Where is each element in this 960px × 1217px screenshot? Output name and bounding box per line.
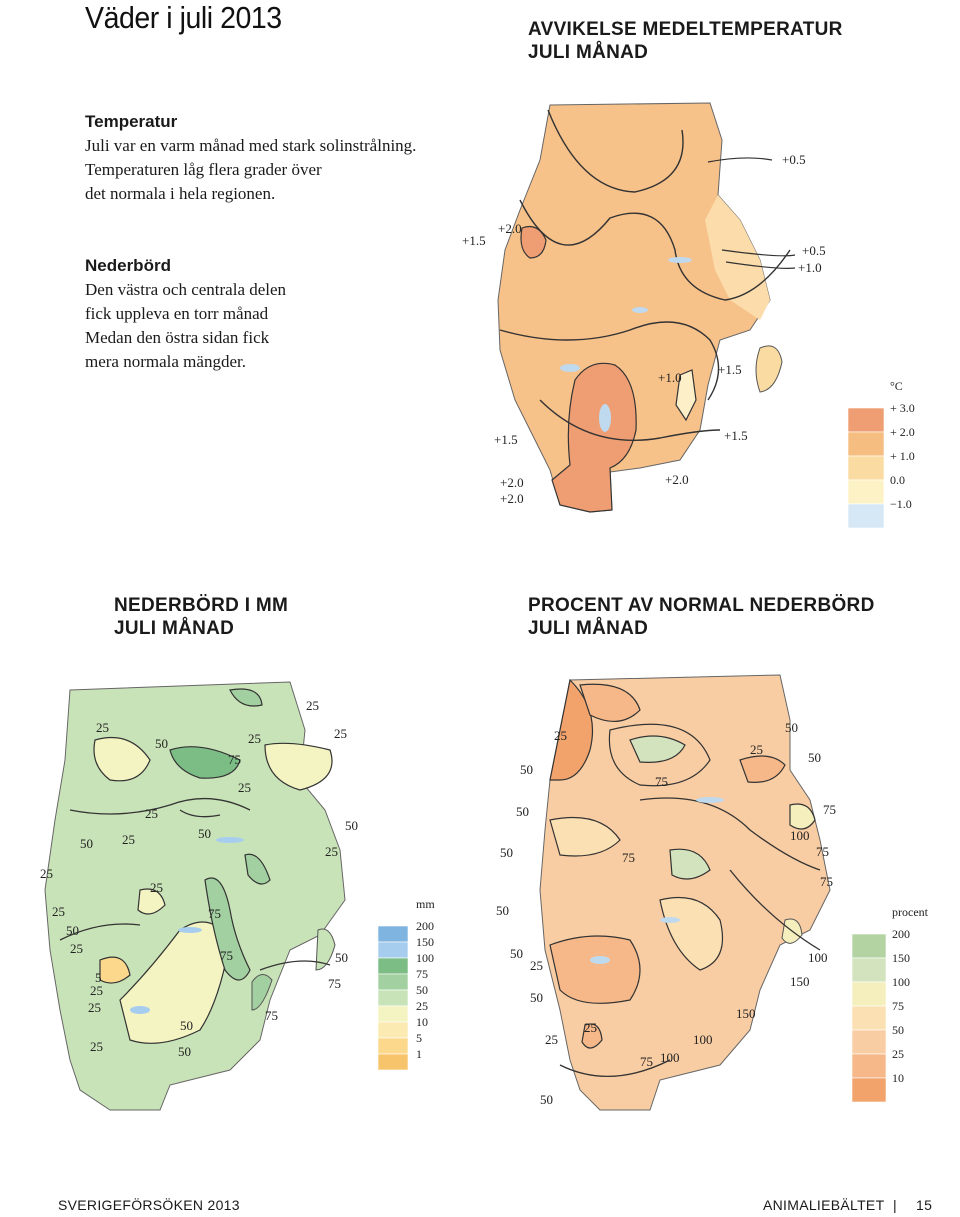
precip-legend-swatch (378, 1054, 408, 1070)
temperature-line-2: Temperaturen låg flera grader över (85, 160, 322, 179)
precip-legend-swatch (378, 942, 408, 958)
percent-contour-label: 75 (816, 844, 829, 859)
precip-contour-label: 75 (265, 1008, 278, 1023)
percent-contour-label: 25 (750, 742, 763, 757)
precip-legend-swatch (378, 926, 408, 942)
temperature-line-1: Juli var en varm månad med stark solinstrålning. (85, 136, 417, 155)
percent-legend (852, 927, 910, 1102)
percent-contour-label: 50 (520, 762, 533, 777)
temp-legend (848, 401, 915, 528)
percent-map-dry-area (550, 936, 640, 1003)
percent-contour-label: 50 (530, 990, 543, 1005)
percent-contour-label: 75 (655, 774, 668, 789)
percent-contour-label: 50 (516, 804, 529, 819)
precip-contour-label: 50 (180, 1018, 193, 1033)
temp-contour-label: +1.0 (658, 370, 682, 385)
precip-contour-label: 25 (90, 983, 103, 998)
temp-legend-label: + 3.0 (890, 401, 915, 415)
percent-contour-label: 50 (785, 720, 798, 735)
percent-contour-label: 50 (510, 946, 523, 961)
precip-contour-label: 50 (335, 950, 348, 965)
precip-legend-swatch (378, 1038, 408, 1054)
percent-legend-swatch (852, 982, 886, 1006)
precip-legend-swatch (378, 1022, 408, 1038)
footer-separator: | (893, 1197, 897, 1213)
precip-legend-swatch (378, 1006, 408, 1022)
percent-legend-swatch (852, 1078, 886, 1102)
percent-legend-swatch (852, 958, 886, 982)
temperature-line-3: det normala i hela regionen. (85, 184, 276, 203)
precip-contour-label: 25 (70, 941, 83, 956)
precip-contour-label: 25 (122, 832, 135, 847)
precipitation-line-1: Den västra och centrala delen (85, 280, 287, 299)
precip-legend-label: 150 (416, 935, 434, 949)
percent-legend-swatch (852, 1054, 886, 1078)
percent-contour-label: 100 (693, 1032, 713, 1047)
precipitation-text (85, 254, 286, 374)
percent-contour-label: 150 (790, 974, 810, 989)
precip-legend-label: 200 (416, 919, 434, 933)
precip-map-title (114, 594, 288, 640)
percent-legend-unit: procent (892, 905, 928, 919)
temp-legend-swatch (848, 456, 884, 480)
precip-legend-swatch (378, 990, 408, 1006)
percent-contour-label: 25 (530, 958, 543, 973)
precip-contour-label: 25 (150, 880, 163, 895)
precip-contour-label: 25 (88, 1000, 101, 1015)
percent-contour-label: 100 (790, 828, 810, 843)
precip-contour-label: 25 (96, 720, 109, 735)
precip-legend-label: 1 (416, 1047, 422, 1061)
precip-legend-label: 25 (416, 999, 428, 1013)
percent-contour-label: 75 (823, 802, 836, 817)
temp-contour-label: +0.5 (782, 152, 806, 167)
percent-contour-label: 25 (545, 1032, 558, 1047)
temp-map-title (528, 18, 843, 64)
precip-legend-label: 10 (416, 1015, 428, 1029)
percent-legend-label: 10 (892, 1071, 904, 1085)
percent-contour-label: 150 (736, 1006, 756, 1021)
temperature-heading: Temperatur (85, 112, 178, 131)
temp-contour-label: +1.5 (718, 362, 742, 377)
temp-contour-label: +2.0 (665, 472, 689, 487)
temp-legend-label: + 1.0 (890, 449, 915, 463)
temp-contour-label: +0.5 (802, 243, 826, 258)
precipitation-mm-map (0, 670, 470, 1140)
temperature-map (460, 100, 960, 570)
percent-normal-map (490, 670, 960, 1140)
percent-legend-label: 50 (892, 1023, 904, 1037)
precip-contour-label: 75 (228, 752, 241, 767)
precip-contour-label: 75 (208, 906, 221, 921)
percent-legend-swatch (852, 1006, 886, 1030)
footer-section: ANIMALIEBÄLTET (763, 1197, 885, 1213)
precipitation-line-3: Medan den östra sidan fick (85, 328, 270, 347)
percent-map-title (528, 594, 875, 640)
temp-legend-swatch (848, 408, 884, 432)
temp-contour-label: +2.0 (498, 221, 522, 236)
precip-contour-label: 75 (220, 948, 233, 963)
temp-map-land (498, 103, 770, 512)
percent-legend-label: 100 (892, 975, 910, 989)
percent-contour-label: 25 (554, 728, 567, 743)
page-number: 15 (916, 1197, 933, 1213)
percent-legend-swatch (852, 1030, 886, 1054)
percent-legend-label: 200 (892, 927, 910, 941)
percent-legend-label: 25 (892, 1047, 904, 1061)
precip-contour-label: 25 (306, 698, 319, 713)
precip-contour-label: 25 (238, 780, 251, 795)
percent-contour-label: 50 (496, 903, 509, 918)
percent-contour-label: 50 (540, 1092, 553, 1107)
precip-contour-label: 50 (155, 736, 168, 751)
temp-map-title-line1: AVVIKELSE MEDELTEMPERATUR (528, 19, 843, 40)
precip-contour-label: 25 (90, 1039, 103, 1054)
temp-legend-label: + 2.0 (890, 425, 915, 439)
precip-legend-label: 5 (416, 1031, 422, 1045)
percent-map-title-line2: JULI MÅNAD (528, 618, 649, 639)
page-title: Väder i juli 2013 (85, 0, 282, 35)
temperature-text (85, 110, 416, 206)
precip-contour-label: 50 (198, 826, 211, 841)
precip-map-title-line1: NEDERBÖRD I MM (114, 595, 289, 616)
footer-left: SVERIGEFÖRSÖKEN 2013 (58, 1197, 240, 1213)
percent-map-title-line1: PROCENT AV NORMAL NEDERBÖRD (528, 595, 875, 616)
precip-contour-label: 25 (325, 844, 338, 859)
precip-contour-label: 25 (248, 731, 261, 746)
percent-legend-swatch (852, 934, 886, 958)
temp-contour-label: +2.0 (500, 475, 524, 490)
temp-map-island (756, 346, 782, 392)
percent-contour-label: 100 (660, 1050, 680, 1065)
percent-legend-label: 150 (892, 951, 910, 965)
precip-map-title-line2: JULI MÅNAD (114, 618, 235, 639)
precip-legend (378, 919, 434, 1070)
percent-contour-label: 50 (500, 845, 513, 860)
temp-legend-swatch (848, 432, 884, 456)
precip-contour-label: 50 (345, 818, 358, 833)
temp-contour-label: +1.0 (798, 260, 822, 275)
temp-legend-label: −1.0 (890, 497, 912, 511)
precip-legend-swatch (378, 974, 408, 990)
precipitation-line-2: fick uppleva en torr månad (85, 304, 269, 323)
precip-contour-label: 25 (145, 806, 158, 821)
temp-legend-swatch (848, 480, 884, 504)
precip-contour-label: 5 (95, 970, 102, 985)
percent-contour-label: 75 (622, 850, 635, 865)
precip-contour-label: 50 (178, 1044, 191, 1059)
precip-contour-label: 75 (328, 976, 341, 991)
precip-contour-label: 50 (80, 836, 93, 851)
temp-contour-label: +1.5 (462, 233, 486, 248)
temp-contour-label: +1.5 (724, 428, 748, 443)
percent-contour-label: 100 (808, 950, 828, 965)
precip-legend-label: 75 (416, 967, 428, 981)
precip-legend-label: 50 (416, 983, 428, 997)
temp-legend-swatch (848, 504, 884, 528)
precip-contour-label: 50 (66, 923, 79, 938)
temp-contour-label: +2.0 (500, 491, 524, 506)
precipitation-heading: Nederbörd (85, 256, 171, 275)
precip-legend-unit: mm (416, 897, 435, 911)
percent-contour-label: 50 (808, 750, 821, 765)
precip-contour-label: 25 (40, 866, 53, 881)
temp-map-title-line2: JULI MÅNAD (528, 42, 649, 63)
temp-legend-unit: °C (890, 379, 903, 393)
temp-contour-label: +1.5 (494, 432, 518, 447)
percent-contour-label: 25 (584, 1020, 597, 1035)
percent-legend-label: 75 (892, 999, 904, 1013)
precip-legend-swatch (378, 958, 408, 974)
precip-contour-label: 25 (52, 904, 65, 919)
percent-contour-label: 75 (820, 874, 833, 889)
precipitation-line-4: mera normala mängder. (85, 352, 246, 371)
percent-contour-label: 75 (640, 1054, 653, 1069)
temp-legend-label: 0.0 (890, 473, 905, 487)
precip-contour-label: 25 (334, 726, 347, 741)
precip-legend-label: 100 (416, 951, 434, 965)
